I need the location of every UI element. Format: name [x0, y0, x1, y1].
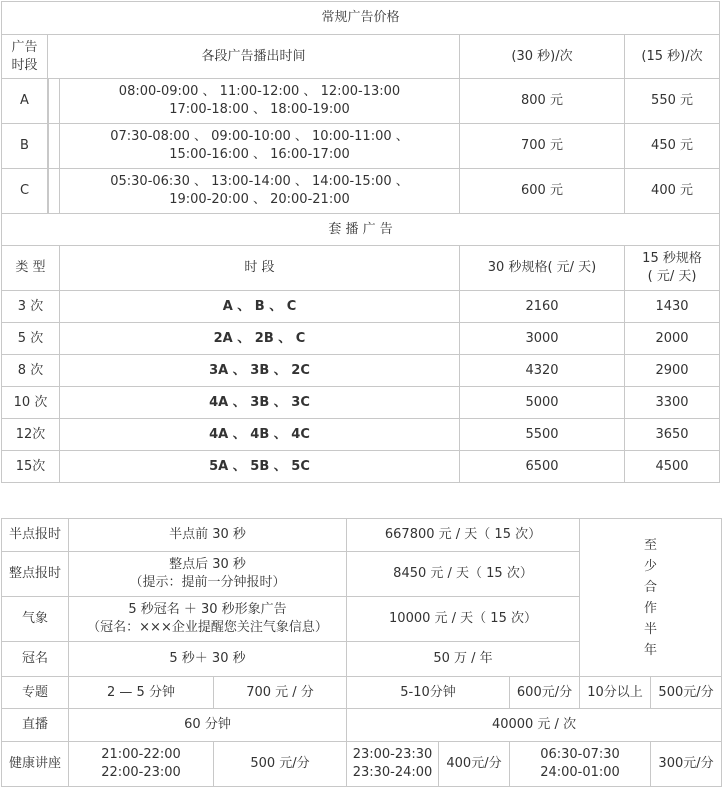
- health-time-3: 06:30-07:30 24:00-01:00: [510, 742, 651, 787]
- divider: [48, 169, 60, 214]
- package-price-15s: 4500: [625, 451, 720, 483]
- table-row: [2, 387, 720, 419]
- weather-label: 气象: [2, 597, 69, 642]
- package-price-30s: 3000: [460, 323, 625, 355]
- package-slot: 4A 、 4B 、 4C: [60, 419, 460, 451]
- package-price-30s: 4320: [460, 355, 625, 387]
- regular-header-p15: (15 秒)/次: [625, 35, 720, 79]
- package-price-30s: 6500: [460, 451, 625, 483]
- health-price-2: 400元/分: [439, 742, 510, 787]
- package-price-15s: 1430: [625, 291, 720, 323]
- package-header-slot: 时 段: [60, 246, 460, 291]
- package-title-row: [2, 214, 720, 246]
- table-row: [2, 124, 720, 169]
- package-type: 12次: [2, 419, 60, 451]
- package-slot: 4A 、 3B 、 3C: [60, 387, 460, 419]
- table-row: [2, 291, 720, 323]
- table-row: [2, 451, 720, 483]
- divider: [48, 79, 60, 124]
- table-row: [2, 169, 720, 214]
- package-header-p30: 30 秒规格( 元/ 天): [460, 246, 625, 291]
- regular-title: 常规广告价格: [2, 2, 720, 35]
- live-price: 40000 元 / 次: [347, 709, 722, 742]
- hour-price: 8450 元 / 天（ 15 次）: [347, 552, 580, 597]
- divider: [48, 124, 60, 169]
- package-header-row: [2, 246, 720, 291]
- live-label: 直播: [2, 709, 69, 742]
- health-time-1: 21:00-22:00 22:00-23:00: [69, 742, 214, 787]
- regular-and-package-price-table: [1, 1, 720, 483]
- package-price-15s: 3650: [625, 419, 720, 451]
- package-title: 套 播 广 告: [2, 214, 720, 246]
- regular-slot: A: [2, 79, 48, 124]
- regular-price-30s: 600 元: [460, 169, 625, 214]
- live-desc: 60 分钟: [69, 709, 347, 742]
- table-row: [2, 355, 720, 387]
- regular-price-15s: 450 元: [625, 124, 720, 169]
- regular-slot: C: [2, 169, 48, 214]
- feature-price-2: 600元/分: [510, 677, 580, 709]
- health-price-3: 300元/分: [651, 742, 722, 787]
- feature-duration-3: 10分以上: [580, 677, 651, 709]
- health-label: 健康讲座: [2, 742, 69, 787]
- regular-times: 07:30-08:00 、 09:00-10:00 、 10:00-11:00 、 15:00-16:00 、 16:00-17:00: [60, 124, 460, 169]
- regular-slot: B: [2, 124, 48, 169]
- regular-title-row: [2, 2, 720, 35]
- weather-price: 10000 元 / 天（ 15 次）: [347, 597, 580, 642]
- title-sponsor-label: 冠名: [2, 642, 69, 677]
- weather-desc: 5 秒冠名 ＋ 30 秒形象广告 （冠名：×××企业提醒您关注气象信息）: [69, 597, 347, 642]
- half-hour-desc: 半点前 30 秒: [69, 519, 347, 552]
- table-row: [2, 519, 722, 552]
- special-ad-price-table: [1, 518, 722, 787]
- regular-times: 08:00-09:00 、 11:00-12:00 、 12:00-13:00 17:00-18:00 、 18:00-19:00: [60, 79, 460, 124]
- table-row: [2, 79, 720, 124]
- table-row: [2, 419, 720, 451]
- feature-price-1: 700 元 / 分: [214, 677, 347, 709]
- regular-price-30s: 700 元: [460, 124, 625, 169]
- feature-duration-2: 5-10分钟: [347, 677, 510, 709]
- table-row: [2, 709, 722, 742]
- feature-price-3: 500元/分: [651, 677, 722, 709]
- feature-label: 专题: [2, 677, 69, 709]
- half-hour-price: 667800 元 / 天（ 15 次）: [347, 519, 580, 552]
- package-type: 15次: [2, 451, 60, 483]
- package-price-30s: 2160: [460, 291, 625, 323]
- table-row: [2, 677, 722, 709]
- regular-header-p30: (30 秒)/次: [460, 35, 625, 79]
- package-header-p15: 15 秒规格 ( 元/ 天): [625, 246, 720, 291]
- hour-desc: 整点后 30 秒 （提示：提前一分钟报时）: [69, 552, 347, 597]
- regular-price-30s: 800 元: [460, 79, 625, 124]
- package-type: 5 次: [2, 323, 60, 355]
- title-sponsor-price: 50 万 / 年: [347, 642, 580, 677]
- package-type: 10 次: [2, 387, 60, 419]
- package-slot: A 、 B 、 C: [60, 291, 460, 323]
- health-time-2: 23:00-23:30 23:30-24:00: [347, 742, 439, 787]
- half-hour-label: 半点报时: [2, 519, 69, 552]
- package-price-15s: 3300: [625, 387, 720, 419]
- regular-price-15s: 550 元: [625, 79, 720, 124]
- title-sponsor-desc: 5 秒＋ 30 秒: [69, 642, 347, 677]
- package-price-30s: 5500: [460, 419, 625, 451]
- table-row: [2, 323, 720, 355]
- regular-header-slot: 广告 时段: [2, 35, 48, 79]
- package-slot: 5A 、 5B 、 5C: [60, 451, 460, 483]
- package-type: 8 次: [2, 355, 60, 387]
- hour-label: 整点报时: [2, 552, 69, 597]
- package-price-30s: 5000: [460, 387, 625, 419]
- package-price-15s: 2900: [625, 355, 720, 387]
- package-header-type: 类 型: [2, 246, 60, 291]
- regular-header-row: [2, 35, 720, 79]
- feature-duration-1: 2 — 5 分钟: [69, 677, 214, 709]
- package-price-15s: 2000: [625, 323, 720, 355]
- regular-price-15s: 400 元: [625, 169, 720, 214]
- package-slot: 3A 、 3B 、 2C: [60, 355, 460, 387]
- regular-header-times: 各段广告播出时间: [48, 35, 460, 79]
- package-type: 3 次: [2, 291, 60, 323]
- regular-times: 05:30-06:30 、 13:00-14:00 、 14:00-15:00 、 19:00-20:00 、 20:00-21:00: [60, 169, 460, 214]
- package-slot: 2A 、 2B 、 C: [60, 323, 460, 355]
- duration-note: 至 少 合 作 半 年: [580, 519, 722, 677]
- table-row: [2, 742, 722, 787]
- health-price-1: 500 元/分: [214, 742, 347, 787]
